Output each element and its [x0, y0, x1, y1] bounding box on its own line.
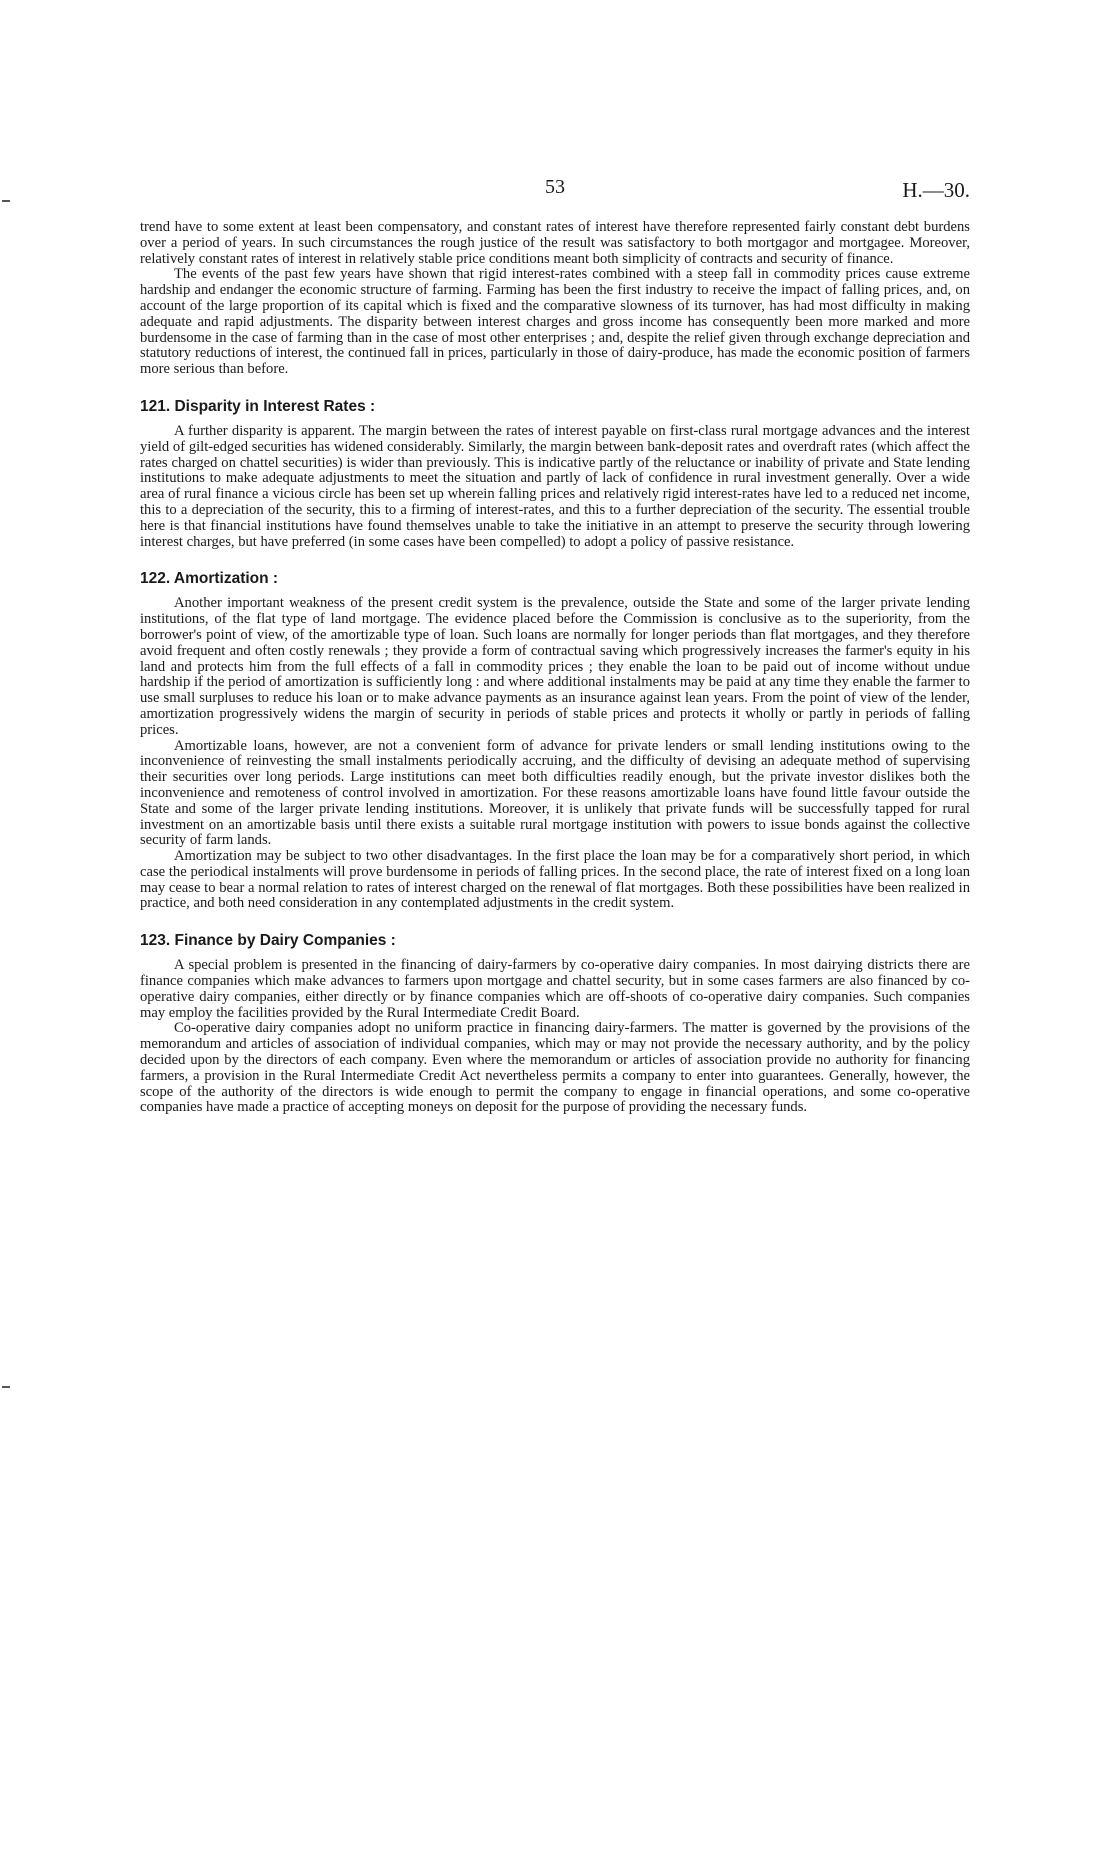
section-heading-121: 121. Disparity in Interest Rates :	[140, 397, 376, 415]
intro-paragraph: The events of the past few years have shown that rigid interest-rates combined with a steep fall in commodity prices cause extreme hardship and endanger the economic structure of farming. Farming has been the first industry to receive the impact of falling prices, and, on account of the large proportion of its capital which is fixed and the comparative slowness of its turnover, has had most difficulty in making adequate and rapid adjustments. The disparity between interest charges and gross income has consequently been more marked and more burdensome in the case of farming than in the case of most other enterprises ; and, despite the relief given through exchange depreciation and statutory reductions of interest, the continued fall in prices, particularly in those of dairy-produce, has made the economic position of farmers more serious than before.	[140, 266, 970, 378]
margin-mark-bottom	[2, 1386, 10, 1388]
document-reference: H.—30.	[902, 178, 970, 202]
page-number: 53	[545, 176, 565, 198]
section-121-paragraph: A further disparity is apparent. The margin between the rates of interest payable on first-class rural mortgage advances and the interest yield of gilt-edged securities has widened considerably. Similarly, the margin between bank-deposit rates and overdraft rates (which affect the rates charged on chattel securities) is wider than previously. This is indicative partly of the reluctance or inability of private and State lending institutions to make adequate adjustments to meet the situation and partly of lack of confidence in rural investment generally. Over a wide area of rural finance a vicious circle has been set up wherein falling prices and relatively rigid interest-rates have led to a reduced net income, this to a depreciation of the security, this to a firming of interest-rates, and this to a further depreciation of the security. The essential trouble here is that financial institutions have found themselves unable to take the initiative in an attempt to preserve the security through lowering interest charges, but have preferred (in some cases have been compelled) to adopt a policy of passive resistance.	[140, 422, 970, 550]
page-header	[140, 176, 970, 206]
section-122-paragraph: Another important weakness of the present credit system is the prevalence, outside the State and some of the larger private lending institutions, of the flat type of land mortgage. The evidence placed before the Commission is conclusive as to the superiority, from the borrower's point of view, of the amortizable type of loan. Such loans are normally for longer periods than flat mortgages, and they therefore avoid frequent and often costly renewals ; they provide a form of contractual saving which progressively increases the farmer's equity in his land and protects him from the full effects of a fall in commodity prices ; they enable the loan to be paid out of income without undue hardship if the period of amortization is sufficiently long : and where additional instalments may be paid at any time they enable the farmer to use small surpluses to reduce his loan or to make advance payments as an insurance against lean years. From the point of view of the lender, amortization progressively widens the margin of security in periods of stable prices and protects it wholly or partly in periods of falling prices.	[140, 595, 970, 738]
section-123-paragraph: Co-operative dairy companies adopt no uniform practice in financing dairy-farmers. The matter is governed by the provisions of the memorandum and articles of association of individual companies, which may or may not provide the necessary authority, and by the policy decided upon by the directors of each company. Even where the memorandum or articles of association provide no authority for financing farmers, a provision in the Rural Intermediate Credit Act nevertheless permits a company to enter into guarantees. Generally, however, the scope of the authority of the directors is wide enough to permit the company to engage in financial operations, and some co-operative companies have made a practice of accepting moneys on deposit for the purpose of providing the necessary funds.	[140, 1020, 970, 1116]
section-heading-123: 123. Finance by Dairy Companies :	[140, 932, 396, 950]
section-122-paragraph: Amortization may be subject to two other disadvantages. In the first place the loan may be for a comparatively short period, in which case the periodical instalments will prove burdensome in periods of falling prices. In the second place, the rate of interest fixed on a long loan may cease to bear a normal relation to rates of interest charged on the renewal of flat mortgages. Both these possibilities have been realized in practice, and both need consideration in any contemplated adjustments in the credit system.	[140, 848, 970, 912]
intro-paragraph: trend have to some extent at least been compensatory, and constant rates of interest have therefore represented fairly constant debt burdens over a period of years. In such circumstances the rough justice of the result was satisfactory to both mortgagor and mortgagee. Moreover, relatively constant rates of interest in relatively stable price conditions meant both simplicity of contracts and security of finance.	[140, 219, 970, 267]
section-heading-122: 122. Amortization :	[140, 570, 279, 588]
section-122-paragraph: Amortizable loans, however, are not a convenient form of advance for private lenders or small lending institutions owing to the inconvenience of reinvesting the small instalments periodically accruing, and the difficulty of devising an adequate method of supervising their securities over long periods. Large institutions can meet both difficulties readily enough, but the private investor dislikes both the inconvenience and remoteness of control involved in amortization. For these reasons amortizable loans have found little favour outside the State and some of the larger private lending institutions. Moreover, it is unlikely that private funds will be successfully tapped for rural investment on an amortizable basis until there exists a suitable rural mortgage institution with powers to issue bonds against the collective security of farm lands.	[140, 737, 970, 849]
page-body	[140, 220, 970, 1116]
margin-mark-top	[2, 200, 10, 202]
section-123-paragraph: A special problem is presented in the financing of dairy-farmers by co-operative dairy companies. In most dairying districts there are finance companies which make advances to farmers upon mortgage and chattel security, but in some cases farmers are also financed by co-operative dairy companies, either directly or by finance companies which are off-shoots of co-operative dairy companies. Such companies may employ the facilities provided by the Rural Intermediate Credit Board.	[140, 957, 970, 1021]
